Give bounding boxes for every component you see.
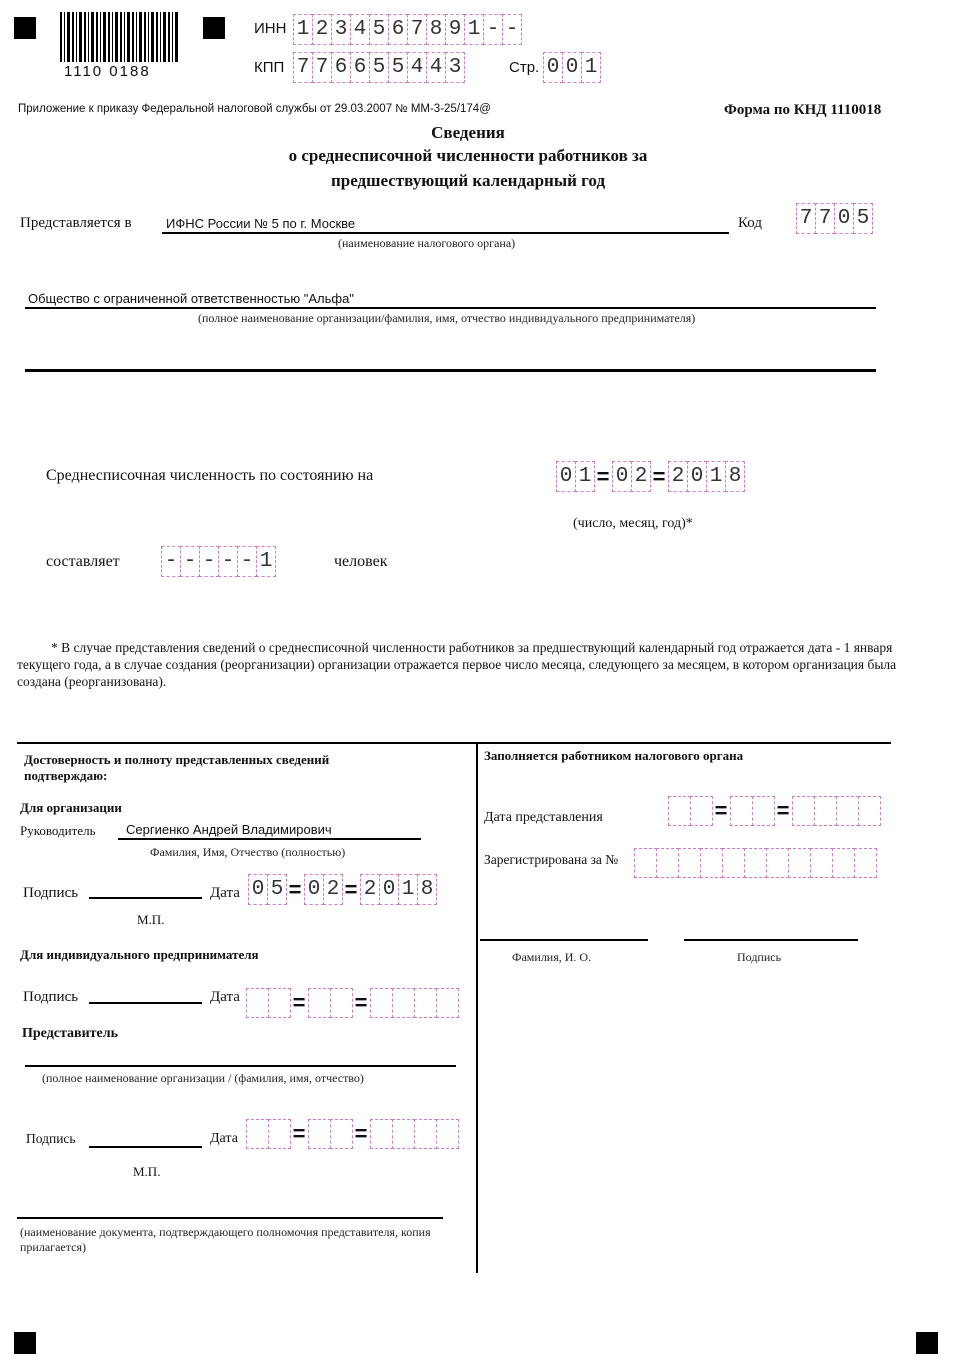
digit-cell[interactable]: 0 [556, 461, 576, 492]
organization-hint: (полное наименование организации/фамилия, имя, отчество индивидуального предпринимателя) [198, 311, 696, 325]
digit-cell[interactable]: 0 [379, 874, 399, 905]
ip-signature-line[interactable] [89, 1002, 202, 1004]
tax-officer-title: Заполняется работником налогового органа [484, 748, 744, 763]
empty-cell[interactable] [392, 1119, 415, 1149]
digit-cell[interactable]: 0 [834, 203, 854, 234]
rep-doc-hint: (наименование документа, подтверждающего полномочия представителя, копия прилагается) [20, 1225, 431, 1254]
section-top-rule [17, 742, 891, 744]
digit-cell[interactable]: 4 [426, 52, 446, 83]
headcount-amount-label: составляет [46, 553, 120, 570]
barcode-number: 1110 0188 [64, 63, 151, 80]
kpp-label: КПП [254, 59, 285, 76]
empty-cell[interactable] [370, 1119, 393, 1149]
empty-cell[interactable] [246, 988, 269, 1018]
rep-title: Представитель [22, 1026, 119, 1041]
digit-cell[interactable]: 7 [407, 14, 427, 45]
digit-cell[interactable]: 5 [369, 14, 389, 45]
org-date-label: Дата [210, 885, 240, 901]
rep-signature-line[interactable] [89, 1146, 202, 1148]
headcount-amount-cells[interactable] [161, 546, 275, 577]
organization-name[interactable]: Общество с ограниченной ответственностью "Альфа" [28, 291, 354, 306]
digit-cell[interactable]: - [237, 546, 257, 577]
kpp-cells[interactable] [293, 52, 464, 83]
org-stamp: М.П. [137, 912, 165, 927]
digit-cell[interactable]: 1 [706, 461, 726, 492]
ip-signature-label: Подпись [23, 989, 79, 1005]
corner-marker-bottom-left [14, 1332, 36, 1354]
rep-date-cells[interactable] [246, 1119, 458, 1149]
empty-cell[interactable] [370, 988, 393, 1018]
digit-cell[interactable]: - [483, 14, 503, 45]
appendix-note: Приложение к приказу Федеральной налоговой службы от 29.03.2007 № ММ-3-25/174@ [18, 103, 491, 115]
officer-fio-label: Фамилия, И. О. [512, 950, 592, 964]
digit-cell[interactable]: 7 [796, 203, 816, 234]
corner-marker-top-left [14, 17, 36, 39]
digit-cell[interactable]: 8 [426, 14, 446, 45]
manager-label: Руководитель [20, 823, 96, 838]
empty-cell[interactable] [744, 848, 767, 878]
digit-cell[interactable]: 0 [543, 52, 563, 83]
empty-cell[interactable] [246, 1119, 269, 1149]
digit-cell[interactable]: 5 [853, 203, 873, 234]
form-title-line1: Сведения [431, 123, 505, 142]
headcount-date-cells[interactable]: 0 1 = 0 2 = 2 0 1 8 [556, 461, 744, 492]
empty-cell[interactable] [392, 988, 415, 1018]
digit-cell[interactable]: - [218, 546, 238, 577]
digit-cell[interactable]: 7 [815, 203, 835, 234]
organization-line2 [25, 369, 876, 372]
digit-cell[interactable]: 6 [350, 52, 370, 83]
authority-label: Представляется в [20, 215, 132, 231]
empty-cell[interactable] [690, 796, 713, 826]
org-signature-line[interactable] [89, 897, 202, 899]
rep-name-line[interactable] [25, 1065, 456, 1067]
empty-cell[interactable] [730, 796, 753, 826]
empty-cell[interactable] [268, 988, 291, 1018]
digit-cell[interactable]: 7 [312, 52, 332, 83]
digit-cell[interactable]: 0 [562, 52, 582, 83]
org-title: Для организации [20, 800, 122, 815]
empty-cell[interactable] [268, 1119, 291, 1149]
rep-signature-label: Подпись [26, 1131, 76, 1146]
org-signature-label: Подпись [23, 885, 79, 901]
manager-underline [118, 838, 421, 840]
empty-cell[interactable] [810, 848, 833, 878]
empty-cell[interactable] [414, 1119, 437, 1149]
rep-date-label: Дата [210, 1131, 238, 1146]
ip-title: Для индивидуального предпринимателя [20, 947, 259, 962]
empty-cell[interactable] [792, 796, 815, 826]
page-cells[interactable] [543, 52, 600, 83]
digit-cell[interactable]: 9 [445, 14, 465, 45]
digit-cell[interactable]: 8 [725, 461, 745, 492]
digit-cell[interactable]: 2 [631, 461, 651, 492]
empty-cell[interactable] [656, 848, 679, 878]
empty-cell[interactable] [752, 796, 775, 826]
digit-cell[interactable]: 0 [304, 874, 324, 905]
empty-cell[interactable] [308, 988, 331, 1018]
empty-cell[interactable] [722, 848, 745, 878]
digit-cell[interactable]: 0 [612, 461, 632, 492]
headcount-date-hint: (число, месяц, год)* [573, 516, 693, 531]
empty-cell[interactable] [832, 848, 855, 878]
inn-cells[interactable] [293, 14, 521, 45]
officer-signature-label: Подпись [737, 950, 782, 964]
digit-cell[interactable]: 4 [350, 14, 370, 45]
submission-date-cells[interactable] [668, 796, 880, 826]
empty-cell[interactable] [678, 848, 701, 878]
authority-value[interactable]: ИФНС России № 5 по г. Москве [166, 216, 356, 231]
form-code: Форма по КНД 1110018 [724, 102, 882, 118]
empty-cell[interactable] [668, 796, 691, 826]
digit-cell[interactable]: 5 [267, 874, 287, 905]
headcount-label: Среднесписочная численность по состоянию на [46, 467, 374, 484]
empty-cell[interactable] [436, 1119, 459, 1149]
digit-cell[interactable]: 6 [388, 14, 408, 45]
officer-signature-line[interactable] [684, 939, 858, 941]
submission-date-label: Дата представления [484, 810, 603, 825]
digit-cell[interactable]: 6 [331, 52, 351, 83]
ip-date-label: Дата [210, 989, 240, 1005]
empty-cell[interactable] [814, 796, 837, 826]
rep-stamp: М.П. [133, 1164, 161, 1179]
authority-code-cells[interactable] [796, 203, 872, 234]
corner-marker-bottom-right [916, 1332, 938, 1354]
digit-cell[interactable]: 1 [293, 14, 313, 45]
authority-hint: (наименование налогового органа) [338, 236, 516, 250]
date-separator: = [292, 1121, 306, 1146]
registered-label: Зарегистрирована за № [484, 852, 619, 867]
empty-cell[interactable] [330, 1119, 353, 1149]
page-label: Стр. [509, 59, 540, 76]
digit-cell[interactable]: 3 [331, 14, 351, 45]
digit-cell[interactable]: 1 [256, 546, 276, 577]
ip-date-cells[interactable] [246, 988, 458, 1018]
inn-label: ИНН [254, 20, 287, 37]
date-separator: = [354, 990, 368, 1015]
registered-number-cells[interactable] [634, 848, 876, 878]
digit-cell[interactable]: 3 [445, 52, 465, 83]
digit-cell[interactable]: 2 [668, 461, 688, 492]
org-date-cells[interactable]: 0 5 = 0 2 = 2 0 1 8 [248, 874, 436, 905]
empty-cell[interactable] [308, 1119, 331, 1149]
digit-cell[interactable]: 2 [312, 14, 332, 45]
empty-cell[interactable] [836, 796, 859, 826]
corner-marker-top-right [203, 17, 225, 39]
digit-cell[interactable]: 2 [323, 874, 343, 905]
digit-cell[interactable]: 1 [575, 461, 595, 492]
date-separator: = [776, 798, 790, 823]
empty-cell[interactable] [330, 988, 353, 1018]
manager-fio-hint: Фамилия, Имя, Отчество (полностью) [150, 845, 346, 859]
barcode-image [60, 12, 178, 62]
digit-cell[interactable]: 2 [360, 874, 380, 905]
headcount-unit: человек [334, 553, 388, 570]
digit-cell[interactable]: - [180, 546, 200, 577]
date-separator: = [714, 798, 728, 823]
digit-cell[interactable]: 4 [407, 52, 427, 83]
digit-cell[interactable]: 7 [293, 52, 313, 83]
digit-cell[interactable]: - [161, 546, 181, 577]
form-title-line2: о среднесписочной численности работников за [288, 146, 648, 165]
authority-underline [162, 232, 729, 234]
organization-underline [25, 307, 876, 309]
manager-name[interactable]: Сергиенко Андрей Владимирович [126, 822, 332, 837]
footnote-text: * В случае представления сведений о среднесписочной численности работников за предшествующий календарный год отражается дата - 1 января текущего года, а в случае создания (реорганизации) организации отражается первое число месяца, следующего за месяцем, в котором организация была создана (реорганизована). [17, 640, 897, 689]
date-separator: = [292, 990, 306, 1015]
empty-cell[interactable] [854, 848, 877, 878]
empty-cell[interactable] [436, 988, 459, 1018]
digit-cell[interactable]: 5 [369, 52, 389, 83]
digit-cell[interactable]: 1 [464, 14, 484, 45]
empty-cell[interactable] [634, 848, 657, 878]
digit-cell[interactable]: 0 [687, 461, 707, 492]
digit-cell[interactable]: 8 [417, 874, 437, 905]
section-divider [476, 742, 478, 1273]
confirm-title: Достоверность и полноту представленных сведений подтверждаю: [24, 752, 330, 783]
empty-cell[interactable] [766, 848, 789, 878]
empty-cell[interactable] [414, 988, 437, 1018]
rep-hint: (полное наименование организации / (фамилия, имя, отчество) [42, 1071, 364, 1085]
digit-cell[interactable]: 1 [581, 52, 601, 83]
form-title-line3: предшествующий календарный год [330, 171, 606, 190]
digit-cell[interactable]: 1 [398, 874, 418, 905]
empty-cell[interactable] [788, 848, 811, 878]
digit-cell[interactable]: 0 [248, 874, 268, 905]
officer-fio-line[interactable] [480, 939, 648, 941]
digit-cell[interactable]: 5 [388, 52, 408, 83]
rep-doc-line[interactable] [17, 1217, 443, 1219]
authority-code-label: Код [738, 215, 762, 231]
digit-cell[interactable]: - [199, 546, 219, 577]
empty-cell[interactable] [700, 848, 723, 878]
date-separator: = [354, 1121, 368, 1146]
empty-cell[interactable] [858, 796, 881, 826]
digit-cell[interactable]: - [502, 14, 522, 45]
